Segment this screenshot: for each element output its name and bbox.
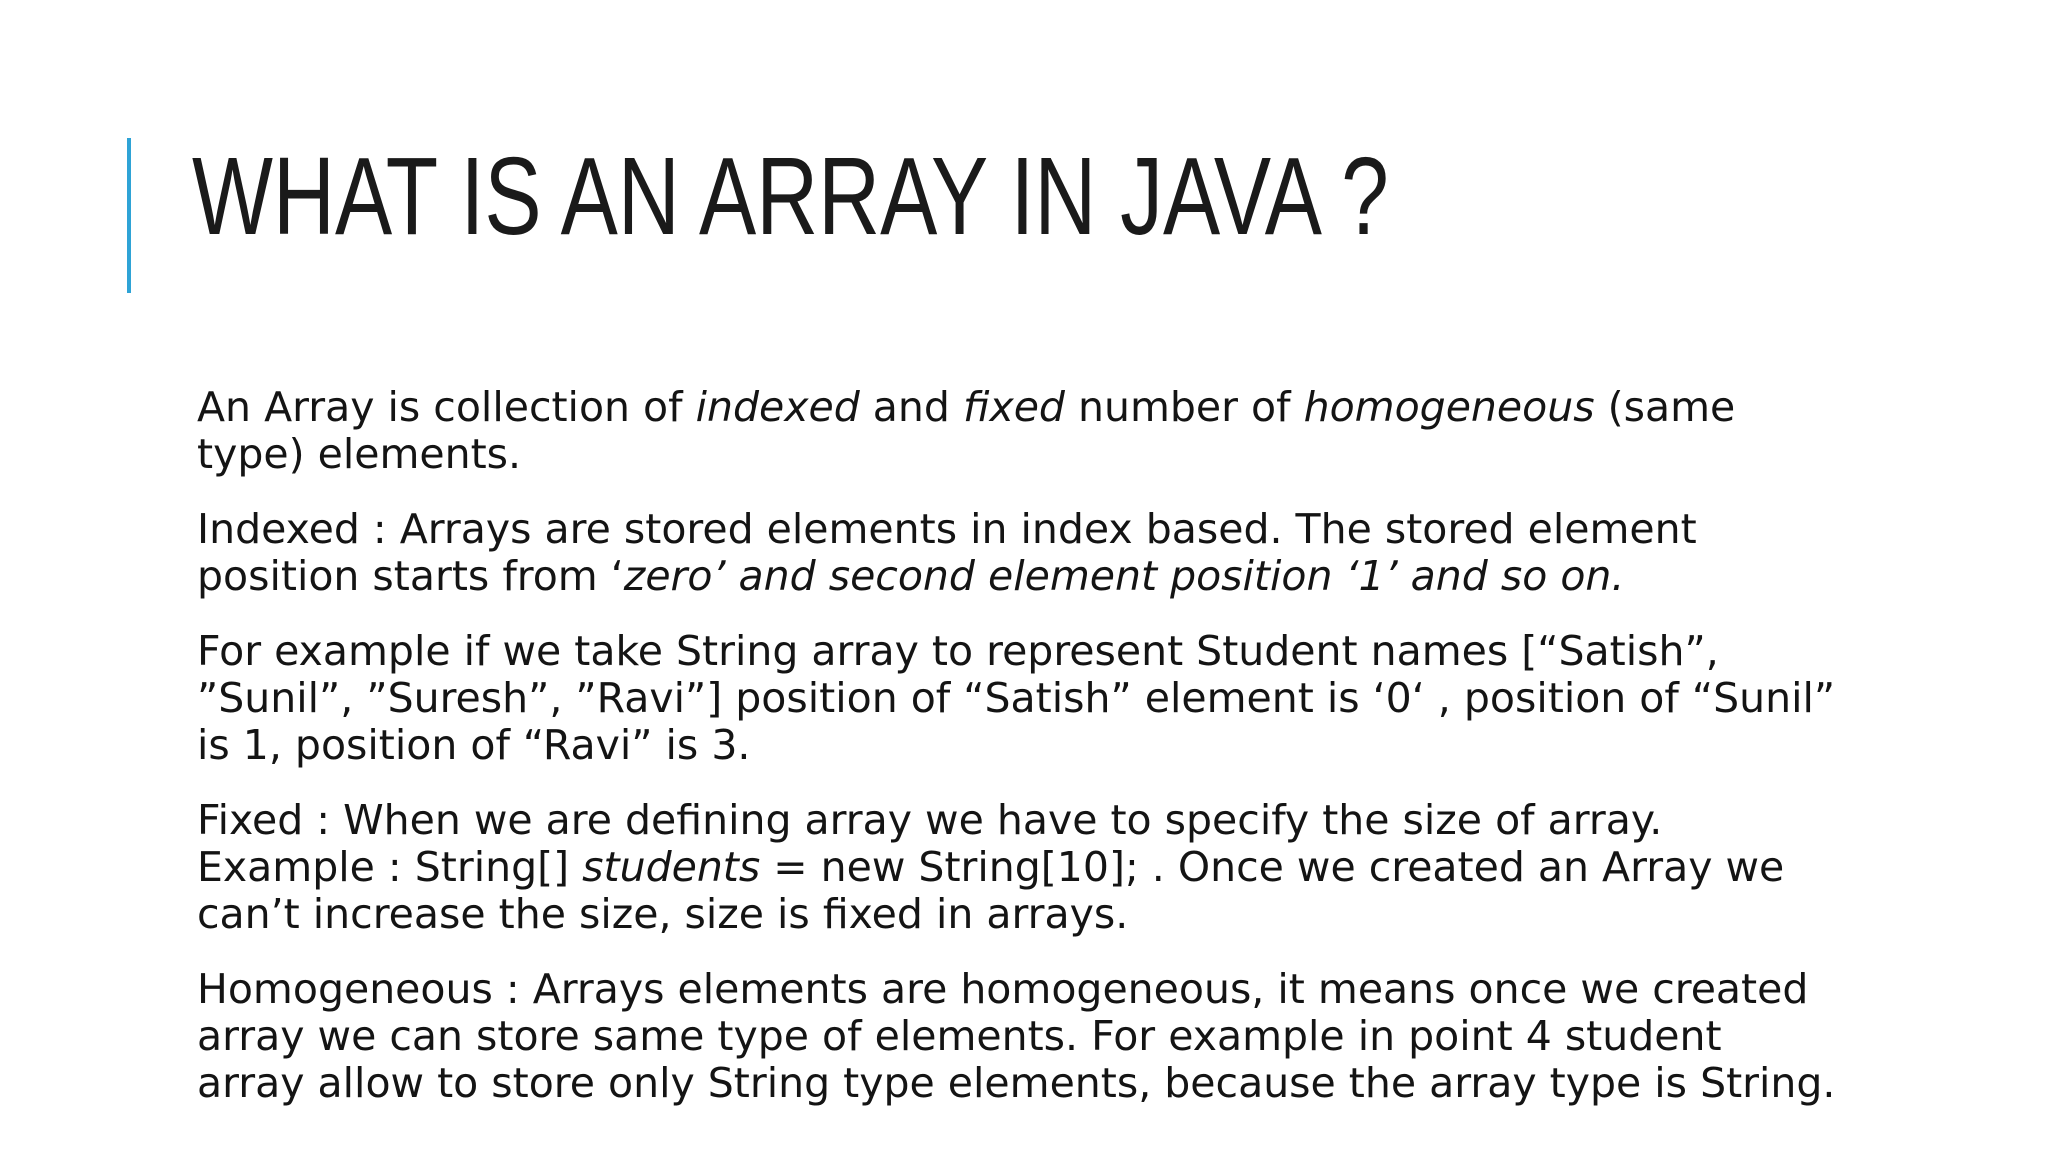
text-span: An Array is collection of	[197, 383, 696, 431]
text-span: number of	[1064, 383, 1304, 431]
emphasis-students: students	[582, 843, 761, 891]
slide-title: WHAT IS AN ARRAY IN JAVA ?	[192, 135, 1389, 258]
text-span: (same type) elements.	[197, 383, 1736, 478]
paragraph-example	[197, 628, 1837, 769]
text-span: For example if we take String array to represent Student names [“Satish”, ”Sunil”, ”Suresh”, ”Ravi”] position of “Satish” element is ‘0‘ , position of “Sunil” is 1, position of “Ravi” is 3.	[197, 627, 1836, 769]
slide-body	[197, 384, 1837, 1107]
title-accent-bar	[127, 138, 131, 293]
emphasis-indexed: indexed	[695, 383, 860, 431]
text-span: Homogeneous : Arrays elements are homogeneous, it means once we created array we can store same type of elements. For example in point 4 student array allow to store only String type elements, because the array type is String.	[197, 965, 1836, 1107]
paragraph-indexed	[197, 506, 1837, 600]
text-span: Fixed : When we are defining array we have to specify the size of array. Example : String[]	[197, 796, 1663, 891]
paragraph-homogeneous	[197, 966, 1837, 1107]
paragraph-fixed	[197, 797, 1837, 938]
paragraph-definition	[197, 384, 1837, 478]
emphasis-position-text: zero’ and second element position ‘1’ and so on.	[623, 552, 1625, 600]
emphasis-fixed: fixed	[962, 383, 1065, 431]
text-span: = new String[10]; . Once we created an Array we can’t increase the size, size is fixed in arrays.	[197, 843, 1785, 938]
text-span: and	[859, 383, 963, 431]
text-span: Indexed : Arrays are stored elements in index based. The stored element position starts from ‘	[197, 505, 1697, 600]
emphasis-homogeneous: homogeneous	[1303, 383, 1595, 431]
